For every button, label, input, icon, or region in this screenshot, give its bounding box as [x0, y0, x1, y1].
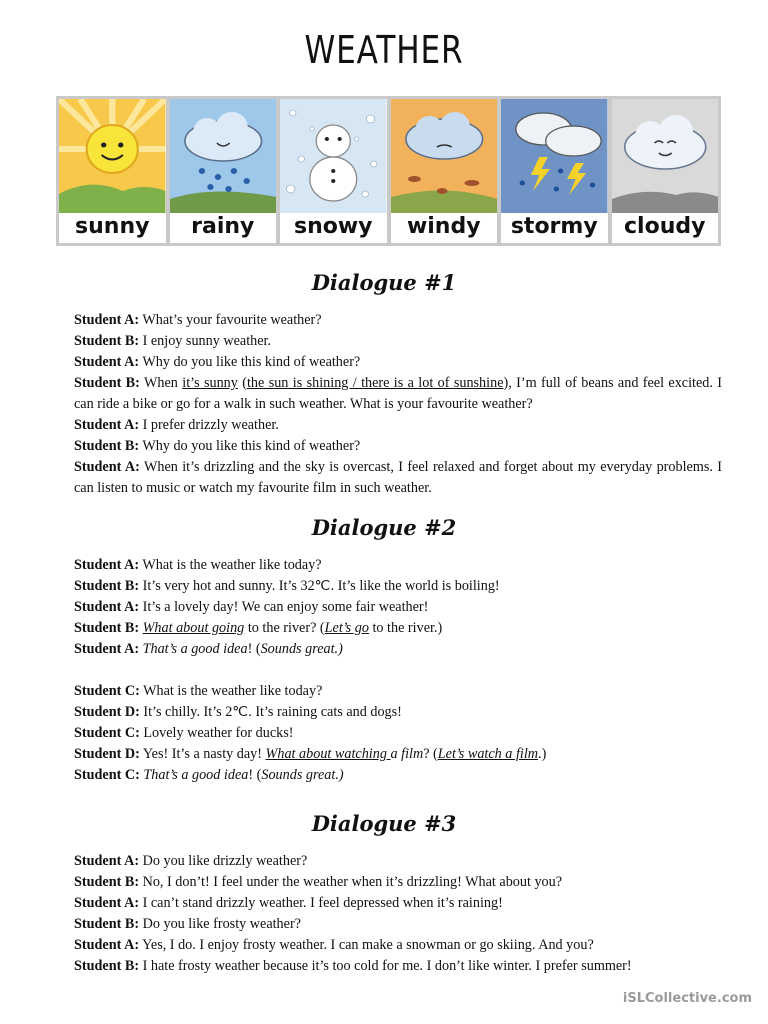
speaker: Student A:	[74, 354, 140, 370]
line-text: It’s chilly. It’s 2℃. It’s raining cats and dogs!	[139, 704, 402, 720]
weather-picture-strip	[56, 96, 721, 246]
speaker: Student C:	[74, 767, 140, 783]
line-text: I prefer drizzly weather.	[139, 417, 279, 433]
weather-label-stormy: stormy	[505, 213, 604, 241]
page-title: WEATHER	[304, 28, 464, 72]
speaker: Student B:	[74, 375, 140, 391]
line-text: Do you like drizzly weather?	[139, 853, 308, 869]
speaker: Student A:	[74, 937, 140, 953]
line-text: I enjoy sunny weather.	[139, 333, 272, 349]
underlined-phrase: Let’s watch a film	[437, 746, 539, 762]
speaker: Student A:	[74, 312, 140, 328]
dialogue-line	[74, 702, 722, 723]
italic-phrase: Sounds great	[261, 767, 336, 783]
dialogue-line	[74, 415, 722, 436]
cloud-icon	[612, 99, 719, 213]
dialogue-line	[74, 618, 722, 639]
line-text: ! (	[248, 767, 262, 783]
line-text: Yes! It’s a nasty day!	[139, 746, 266, 762]
dialogue-line	[74, 893, 722, 914]
dialogue-line	[74, 331, 722, 352]
dialogue-line	[74, 373, 722, 415]
line-text: to the river.)	[368, 620, 443, 636]
weather-card-windy	[391, 99, 498, 243]
rain-cloud-icon	[170, 99, 277, 213]
dialogue-3	[74, 851, 722, 977]
line-text: .)	[335, 767, 344, 783]
speaker: Student B:	[74, 578, 140, 594]
dialogue-line	[74, 457, 722, 499]
dialogue-line	[74, 744, 722, 765]
dialogue-line	[74, 681, 722, 702]
storm-cloud-icon	[501, 99, 608, 213]
underlined-phrase: What about watching	[265, 746, 391, 762]
speaker: Student C:	[74, 683, 140, 699]
dialogue-line	[74, 352, 722, 373]
weather-label-sunny: sunny	[63, 213, 162, 241]
dialogue-line	[74, 765, 722, 786]
line-text: What is the weather like today?	[139, 683, 323, 699]
line-text: Yes, I do. I enjoy frosty weather. I can make a snowman or go skiing. And you?	[139, 937, 594, 953]
speaker: Student A:	[74, 557, 140, 573]
italic-phrase: Sounds great	[260, 641, 335, 657]
line-text: Why do you like this kind of weather?	[139, 438, 361, 454]
weather-card-sunny	[59, 99, 166, 243]
line-text: No, I don’t! I feel under the weather when it’s drizzling! What about you?	[139, 874, 563, 890]
dialogue-line	[74, 872, 722, 893]
dialogue-line	[74, 956, 722, 977]
line-text: I hate frosty weather because it’s too cold for me. I don’t like winter. I prefer summer!	[139, 958, 632, 974]
speaker: Student A:	[74, 459, 140, 475]
dialogue-1	[74, 310, 722, 499]
dialogue-3-heading: Dialogue #3	[311, 811, 457, 836]
speaker: Student B:	[74, 620, 140, 636]
line-text: ! (	[247, 641, 261, 657]
speaker: Student C:	[74, 725, 140, 741]
dialogue-line	[74, 310, 722, 331]
underlined-phrase: the sun is shining / there is a lot of sunshine	[246, 375, 504, 391]
line-text: I can’t stand drizzly weather. I feel depressed when it’s raining!	[139, 895, 503, 911]
weather-card-stormy	[501, 99, 608, 243]
speaker: Student A:	[74, 895, 140, 911]
speaker: Student A:	[74, 853, 140, 869]
speaker: Student D:	[74, 746, 140, 762]
speaker: Student A:	[74, 599, 140, 615]
underlined-phrase: What about going	[142, 620, 245, 636]
dialogue-line	[74, 639, 722, 660]
line-text: It’s a lovely day! We can enjoy some fair weather!	[139, 599, 429, 615]
speaker: Student A:	[74, 417, 140, 433]
italic-phrase: That’s a good idea	[143, 767, 249, 783]
speaker: Student B:	[74, 958, 140, 974]
line-text: What’s your favourite weather?	[139, 312, 322, 328]
site-watermark: iSLCollective.com	[622, 991, 752, 1006]
weather-card-cloudy	[612, 99, 719, 243]
speaker: Student B:	[74, 333, 140, 349]
line-text: ? (	[423, 746, 438, 762]
italic-phrase: a film	[390, 746, 424, 762]
dialogue-2-heading: Dialogue #2	[311, 515, 457, 540]
speaker: Student A:	[74, 641, 140, 657]
snowman-icon	[280, 99, 387, 213]
underlined-phrase: it’s sunny	[182, 375, 238, 391]
dialogue-1-heading: Dialogue #1	[311, 270, 457, 295]
spacer	[74, 660, 722, 681]
line-text: to the river? (	[244, 620, 325, 636]
line-text: (	[237, 375, 247, 391]
weather-card-rainy	[170, 99, 277, 243]
weather-label-windy: windy	[395, 213, 494, 241]
sun-icon	[59, 99, 166, 213]
line-text: Why do you like this kind of weather?	[139, 354, 361, 370]
line-text: ), I’m full of beans and feel excited. I can ride a bike or go for a walk in such weather. What is your favourite weather?	[74, 375, 723, 412]
weather-label-cloudy: cloudy	[616, 213, 715, 241]
dialogue-line	[74, 576, 722, 597]
dialogue-line	[74, 935, 722, 956]
dialogue-2	[74, 555, 722, 786]
line-text: What is the weather like today?	[139, 557, 322, 573]
weather-label-snowy: snowy	[284, 213, 383, 241]
line-text: When	[139, 375, 183, 391]
wind-cloud-icon	[391, 99, 498, 213]
dialogue-line	[74, 597, 722, 618]
weather-card-snowy	[280, 99, 387, 243]
line-text: .)	[334, 641, 343, 657]
dialogue-line	[74, 914, 722, 935]
dialogue-line	[74, 851, 722, 872]
line-text: Lovely weather for ducks!	[139, 725, 294, 741]
underlined-phrase: Let’s go	[324, 620, 369, 636]
italic-phrase: That’s a good idea	[142, 641, 248, 657]
weather-label-rainy: rainy	[174, 213, 273, 241]
line-text: .)	[538, 746, 547, 762]
speaker: Student B:	[74, 874, 140, 890]
dialogue-line	[74, 723, 722, 744]
line-text: Do you like frosty weather?	[139, 916, 301, 932]
dialogue-line	[74, 555, 722, 576]
line-text: When it’s drizzling and the sky is overcast, I feel relaxed and forget about my everyday problems. I can listen to music or watch my favourite film in such weather.	[74, 459, 722, 496]
line-text: It’s very hot and sunny. It’s 32℃. It’s like the world is boiling!	[139, 578, 500, 594]
dialogue-line	[74, 436, 722, 457]
speaker: Student B:	[74, 916, 140, 932]
speaker: Student B:	[74, 438, 140, 454]
speaker: Student D:	[74, 704, 140, 720]
